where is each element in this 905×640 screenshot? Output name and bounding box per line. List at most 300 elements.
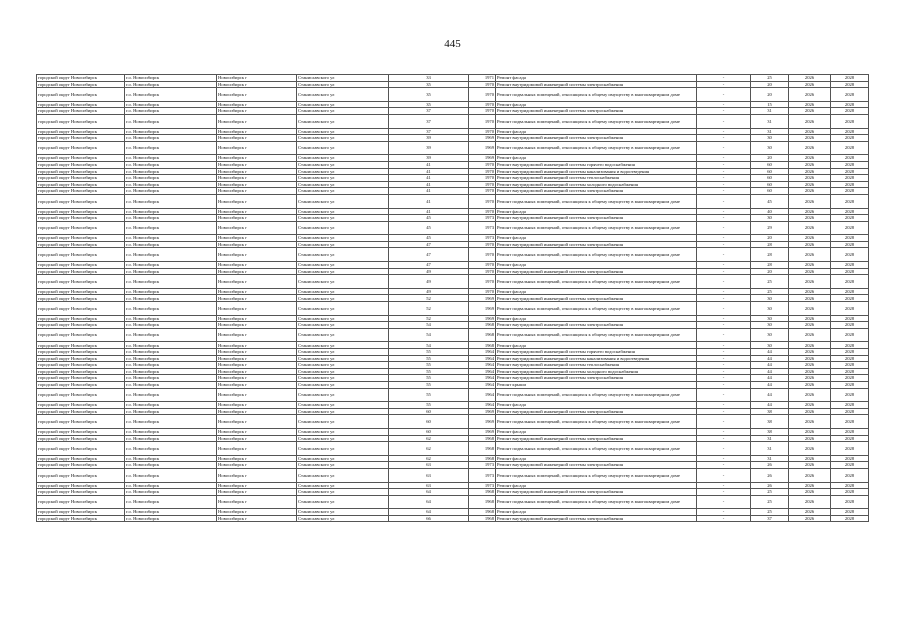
okrug-cell: городской округ Новосибирск bbox=[37, 368, 125, 375]
city-cell: Новосибирск г bbox=[217, 235, 297, 242]
start-year-cell: 2026 bbox=[789, 101, 831, 108]
build-year-cell: 1968 bbox=[469, 489, 496, 496]
build-year-cell: 1964 bbox=[469, 375, 496, 382]
start-year-cell: 2026 bbox=[789, 362, 831, 369]
amount-cell: 30 bbox=[751, 135, 789, 142]
street-cell: Станиславского ул bbox=[297, 288, 389, 295]
house-number-cell: 39 bbox=[389, 141, 469, 155]
okrug-cell: городской округ Новосибирск bbox=[37, 208, 125, 215]
city-cell: Новосибирск г bbox=[217, 455, 297, 462]
locality-cell: г.о. Новосибирск bbox=[125, 268, 217, 275]
work-type-cell: Ремонт внутридомовой инженерной системы электроснабжения bbox=[496, 435, 697, 442]
okrug-cell: городской округ Новосибирск bbox=[37, 295, 125, 302]
work-type-cell: Ремонт подвальных помещений, относящихся к общему имуществу в многоквартирном доме bbox=[496, 194, 697, 208]
amount-cell: 31 bbox=[751, 114, 789, 128]
dash-cell: - bbox=[697, 495, 751, 509]
table-row bbox=[37, 462, 869, 469]
city-cell: Новосибирск г bbox=[217, 75, 297, 82]
okrug-cell: городской округ Новосибирск bbox=[37, 221, 125, 235]
build-year-cell: 1970 bbox=[469, 128, 496, 135]
table-row bbox=[37, 381, 869, 388]
street-cell: Станиславского ул bbox=[297, 342, 389, 349]
end-year-cell: 2028 bbox=[831, 101, 869, 108]
house-number-cell: 60 bbox=[389, 415, 469, 429]
locality-cell: г.о. Новосибирск bbox=[125, 415, 217, 429]
house-number-cell: 62 bbox=[389, 455, 469, 462]
dash-cell: - bbox=[697, 155, 751, 162]
end-year-cell: 2028 bbox=[831, 248, 869, 262]
end-year-cell: 2028 bbox=[831, 515, 869, 522]
table-row bbox=[37, 468, 869, 482]
work-type-cell: Ремонт фасада bbox=[496, 315, 697, 322]
house-number-cell: 47 bbox=[389, 262, 469, 269]
end-year-cell: 2028 bbox=[831, 88, 869, 102]
table-row bbox=[37, 349, 869, 356]
work-type-cell: Ремонт крыши bbox=[496, 381, 697, 388]
end-year-cell: 2028 bbox=[831, 442, 869, 456]
start-year-cell: 2026 bbox=[789, 268, 831, 275]
table-row bbox=[37, 194, 869, 208]
work-type-cell: Ремонт фасада bbox=[496, 128, 697, 135]
build-year-cell: 1971 bbox=[469, 75, 496, 82]
locality-cell: г.о. Новосибирск bbox=[125, 128, 217, 135]
amount-cell: 44 bbox=[751, 375, 789, 382]
locality-cell: г.о. Новосибирск bbox=[125, 402, 217, 409]
start-year-cell: 2026 bbox=[789, 135, 831, 142]
house-number-cell: 37 bbox=[389, 128, 469, 135]
okrug-cell: городской округ Новосибирск bbox=[37, 468, 125, 482]
build-year-cell: 1969 bbox=[469, 315, 496, 322]
city-cell: Новосибирск г bbox=[217, 81, 297, 88]
table-row bbox=[37, 482, 869, 489]
city-cell: Новосибирск г bbox=[217, 415, 297, 429]
end-year-cell: 2028 bbox=[831, 462, 869, 469]
locality-cell: г.о. Новосибирск bbox=[125, 114, 217, 128]
amount-cell: 25 bbox=[751, 509, 789, 516]
locality-cell: г.о. Новосибирск bbox=[125, 362, 217, 369]
table-row bbox=[37, 328, 869, 342]
work-type-cell: Ремонт фасада bbox=[496, 101, 697, 108]
house-number-cell: 45 bbox=[389, 235, 469, 242]
end-year-cell: 2028 bbox=[831, 315, 869, 322]
end-year-cell: 2028 bbox=[831, 114, 869, 128]
work-type-cell: Ремонт подвальных помещений, относящихся к общему имуществу в многоквартирном доме bbox=[496, 141, 697, 155]
dash-cell: - bbox=[697, 295, 751, 302]
table-row bbox=[37, 495, 869, 509]
okrug-cell: городской округ Новосибирск bbox=[37, 402, 125, 409]
locality-cell: г.о. Новосибирск bbox=[125, 75, 217, 82]
house-number-cell: 41 bbox=[389, 188, 469, 195]
end-year-cell: 2028 bbox=[831, 342, 869, 349]
okrug-cell: городской округ Новосибирск bbox=[37, 408, 125, 415]
house-number-cell: 41 bbox=[389, 168, 469, 175]
end-year-cell: 2028 bbox=[831, 161, 869, 168]
street-cell: Станиславского ул bbox=[297, 235, 389, 242]
amount-cell: 44 bbox=[751, 381, 789, 388]
dash-cell: - bbox=[697, 161, 751, 168]
locality-cell: г.о. Новосибирск bbox=[125, 482, 217, 489]
street-cell: Станиславского ул bbox=[297, 455, 389, 462]
amount-cell: 44 bbox=[751, 355, 789, 362]
table-row bbox=[37, 175, 869, 182]
locality-cell: г.о. Новосибирск bbox=[125, 388, 217, 402]
build-year-cell: 1970 bbox=[469, 88, 496, 102]
build-year-cell: 1969 bbox=[469, 135, 496, 142]
street-cell: Станиславского ул bbox=[297, 241, 389, 248]
okrug-cell: городской округ Новосибирск bbox=[37, 194, 125, 208]
street-cell: Станиславского ул bbox=[297, 482, 389, 489]
city-cell: Новосибирск г bbox=[217, 462, 297, 469]
amount-cell: 28 bbox=[751, 262, 789, 269]
work-type-cell: Ремонт подвальных помещений, относящихся к общему имуществу в многоквартирном доме bbox=[496, 248, 697, 262]
street-cell: Станиславского ул bbox=[297, 268, 389, 275]
amount-cell: 37 bbox=[751, 515, 789, 522]
start-year-cell: 2026 bbox=[789, 462, 831, 469]
city-cell: Новосибирск г bbox=[217, 221, 297, 235]
okrug-cell: городской округ Новосибирск bbox=[37, 275, 125, 289]
amount-cell: 26 bbox=[751, 482, 789, 489]
city-cell: Новосибирск г bbox=[217, 368, 297, 375]
house-number-cell: 35 bbox=[389, 88, 469, 102]
city-cell: Новосибирск г bbox=[217, 241, 297, 248]
dash-cell: - bbox=[697, 181, 751, 188]
dash-cell: - bbox=[697, 468, 751, 482]
locality-cell: г.о. Новосибирск bbox=[125, 302, 217, 316]
city-cell: Новосибирск г bbox=[217, 248, 297, 262]
street-cell: Станиславского ул bbox=[297, 462, 389, 469]
end-year-cell: 2028 bbox=[831, 375, 869, 382]
table-row bbox=[37, 235, 869, 242]
work-type-cell: Ремонт фасада bbox=[496, 482, 697, 489]
table-row bbox=[37, 435, 869, 442]
okrug-cell: городской округ Новосибирск bbox=[37, 495, 125, 509]
dash-cell: - bbox=[697, 315, 751, 322]
amount-cell: 28 bbox=[751, 241, 789, 248]
dash-cell: - bbox=[697, 135, 751, 142]
house-number-cell: 55 bbox=[389, 402, 469, 409]
dash-cell: - bbox=[697, 402, 751, 409]
end-year-cell: 2028 bbox=[831, 402, 869, 409]
build-year-cell: 1970 bbox=[469, 268, 496, 275]
house-number-cell: 47 bbox=[389, 241, 469, 248]
locality-cell: г.о. Новосибирск bbox=[125, 509, 217, 516]
street-cell: Станиславского ул bbox=[297, 275, 389, 289]
dash-cell: - bbox=[697, 268, 751, 275]
okrug-cell: городской округ Новосибирск bbox=[37, 515, 125, 522]
okrug-cell: городской округ Новосибирск bbox=[37, 388, 125, 402]
house-number-cell: 55 bbox=[389, 349, 469, 356]
start-year-cell: 2026 bbox=[789, 262, 831, 269]
house-number-cell: 52 bbox=[389, 302, 469, 316]
end-year-cell: 2028 bbox=[831, 428, 869, 435]
city-cell: Новосибирск г bbox=[217, 101, 297, 108]
table-row bbox=[37, 322, 869, 329]
locality-cell: г.о. Новосибирск bbox=[125, 435, 217, 442]
amount-cell: 38 bbox=[751, 415, 789, 429]
house-number-cell: 45 bbox=[389, 215, 469, 222]
house-number-cell: 39 bbox=[389, 135, 469, 142]
city-cell: Новосибирск г bbox=[217, 194, 297, 208]
locality-cell: г.о. Новосибирск bbox=[125, 175, 217, 182]
build-year-cell: 1969 bbox=[469, 408, 496, 415]
house-number-cell: 35 bbox=[389, 81, 469, 88]
start-year-cell: 2026 bbox=[789, 88, 831, 102]
house-number-cell: 62 bbox=[389, 442, 469, 456]
start-year-cell: 2026 bbox=[789, 81, 831, 88]
end-year-cell: 2028 bbox=[831, 268, 869, 275]
build-year-cell: 1969 bbox=[469, 415, 496, 429]
table-row bbox=[37, 388, 869, 402]
amount-cell: 29 bbox=[751, 221, 789, 235]
work-type-cell: Ремонт фасада bbox=[496, 208, 697, 215]
city-cell: Новосибирск г bbox=[217, 322, 297, 329]
work-type-cell: Ремонт фасада bbox=[496, 75, 697, 82]
table-row bbox=[37, 88, 869, 102]
build-year-cell: 1964 bbox=[469, 381, 496, 388]
okrug-cell: городской округ Новосибирск bbox=[37, 288, 125, 295]
build-year-cell: 1970 bbox=[469, 81, 496, 88]
end-year-cell: 2028 bbox=[831, 75, 869, 82]
start-year-cell: 2026 bbox=[789, 328, 831, 342]
amount-cell: 31 bbox=[751, 108, 789, 115]
start-year-cell: 2026 bbox=[789, 241, 831, 248]
street-cell: Станиславского ул bbox=[297, 468, 389, 482]
work-type-cell: Ремонт фасада bbox=[496, 155, 697, 162]
amount-cell: 38 bbox=[751, 428, 789, 435]
street-cell: Станиславского ул bbox=[297, 155, 389, 162]
end-year-cell: 2028 bbox=[831, 415, 869, 429]
house-number-cell: 41 bbox=[389, 181, 469, 188]
start-year-cell: 2026 bbox=[789, 128, 831, 135]
table-row bbox=[37, 81, 869, 88]
street-cell: Станиславского ул bbox=[297, 362, 389, 369]
city-cell: Новосибирск г bbox=[217, 141, 297, 155]
amount-cell: 25 bbox=[751, 288, 789, 295]
amount-cell: 28 bbox=[751, 248, 789, 262]
amount-cell: 31 bbox=[751, 442, 789, 456]
table-row bbox=[37, 375, 869, 382]
locality-cell: г.о. Новосибирск bbox=[125, 141, 217, 155]
build-year-cell: 1970 bbox=[469, 181, 496, 188]
house-number-cell: 37 bbox=[389, 108, 469, 115]
city-cell: Новосибирск г bbox=[217, 495, 297, 509]
okrug-cell: городской округ Новосибирск bbox=[37, 375, 125, 382]
dash-cell: - bbox=[697, 388, 751, 402]
build-year-cell: 1970 bbox=[469, 288, 496, 295]
start-year-cell: 2026 bbox=[789, 275, 831, 289]
street-cell: Станиславского ул bbox=[297, 428, 389, 435]
city-cell: Новосибирск г bbox=[217, 275, 297, 289]
end-year-cell: 2028 bbox=[831, 509, 869, 516]
end-year-cell: 2028 bbox=[831, 435, 869, 442]
dash-cell: - bbox=[697, 168, 751, 175]
dash-cell: - bbox=[697, 188, 751, 195]
build-year-cell: 1970 bbox=[469, 275, 496, 289]
dash-cell: - bbox=[697, 368, 751, 375]
start-year-cell: 2026 bbox=[789, 194, 831, 208]
locality-cell: г.о. Новосибирск bbox=[125, 188, 217, 195]
end-year-cell: 2028 bbox=[831, 349, 869, 356]
start-year-cell: 2026 bbox=[789, 155, 831, 162]
locality-cell: г.о. Новосибирск bbox=[125, 101, 217, 108]
table-row bbox=[37, 515, 869, 522]
city-cell: Новосибирск г bbox=[217, 435, 297, 442]
dash-cell: - bbox=[697, 482, 751, 489]
start-year-cell: 2026 bbox=[789, 435, 831, 442]
city-cell: Новосибирск г bbox=[217, 302, 297, 316]
build-year-cell: 1968 bbox=[469, 328, 496, 342]
start-year-cell: 2026 bbox=[789, 288, 831, 295]
build-year-cell: 1969 bbox=[469, 155, 496, 162]
work-type-cell: Ремонт подвальных помещений, относящихся к общему имуществу в многоквартирном доме bbox=[496, 442, 697, 456]
start-year-cell: 2026 bbox=[789, 415, 831, 429]
table-row bbox=[37, 342, 869, 349]
start-year-cell: 2026 bbox=[789, 342, 831, 349]
build-year-cell: 1968 bbox=[469, 455, 496, 462]
okrug-cell: городской округ Новосибирск bbox=[37, 168, 125, 175]
street-cell: Станиславского ул bbox=[297, 408, 389, 415]
dash-cell: - bbox=[697, 114, 751, 128]
end-year-cell: 2028 bbox=[831, 208, 869, 215]
okrug-cell: городской округ Новосибирск bbox=[37, 101, 125, 108]
okrug-cell: городской округ Новосибирск bbox=[37, 322, 125, 329]
table-row bbox=[37, 355, 869, 362]
house-number-cell: 63 bbox=[389, 462, 469, 469]
locality-cell: г.о. Новосибирск bbox=[125, 108, 217, 115]
work-type-cell: Ремонт подвальных помещений, относящихся к общему имуществу в многоквартирном доме bbox=[496, 88, 697, 102]
build-year-cell: 1964 bbox=[469, 388, 496, 402]
end-year-cell: 2028 bbox=[831, 215, 869, 222]
table-row bbox=[37, 135, 869, 142]
street-cell: Станиславского ул bbox=[297, 188, 389, 195]
table-row bbox=[37, 248, 869, 262]
amount-cell: 30 bbox=[751, 342, 789, 349]
street-cell: Станиславского ул bbox=[297, 194, 389, 208]
table-row bbox=[37, 275, 869, 289]
work-type-cell: Ремонт внутридомовой инженерной системы электроснабжения bbox=[496, 135, 697, 142]
work-type-cell: Ремонт подвальных помещений, относящихся к общему имуществу в многоквартирном доме bbox=[496, 302, 697, 316]
locality-cell: г.о. Новосибирск bbox=[125, 288, 217, 295]
work-type-cell: Ремонт фасада bbox=[496, 402, 697, 409]
end-year-cell: 2028 bbox=[831, 381, 869, 388]
amount-cell: 30 bbox=[751, 322, 789, 329]
build-year-cell: 1970 bbox=[469, 108, 496, 115]
start-year-cell: 2026 bbox=[789, 468, 831, 482]
house-number-cell: 39 bbox=[389, 155, 469, 162]
house-number-cell: 55 bbox=[389, 368, 469, 375]
amount-cell: 25 bbox=[751, 489, 789, 496]
table-row bbox=[37, 155, 869, 162]
street-cell: Станиславского ул bbox=[297, 215, 389, 222]
build-year-cell: 1970 bbox=[469, 168, 496, 175]
house-number-cell: 41 bbox=[389, 161, 469, 168]
work-type-cell: Ремонт фасада bbox=[496, 509, 697, 516]
street-cell: Станиславского ул bbox=[297, 368, 389, 375]
work-type-cell: Ремонт внутридомовой инженерной системы электроснабжения bbox=[496, 322, 697, 329]
okrug-cell: городской округ Новосибирск bbox=[37, 141, 125, 155]
street-cell: Станиславского ул bbox=[297, 328, 389, 342]
city-cell: Новосибирск г bbox=[217, 362, 297, 369]
end-year-cell: 2028 bbox=[831, 489, 869, 496]
locality-cell: г.о. Новосибирск bbox=[125, 181, 217, 188]
house-number-cell: 55 bbox=[389, 381, 469, 388]
city-cell: Новосибирск г bbox=[217, 128, 297, 135]
city-cell: Новосибирск г bbox=[217, 161, 297, 168]
start-year-cell: 2026 bbox=[789, 75, 831, 82]
work-type-cell: Ремонт фасада bbox=[496, 455, 697, 462]
end-year-cell: 2028 bbox=[831, 175, 869, 182]
start-year-cell: 2026 bbox=[789, 295, 831, 302]
work-type-cell: Ремонт внутридомовой инженерной системы электроснабжения bbox=[496, 515, 697, 522]
city-cell: Новосибирск г bbox=[217, 468, 297, 482]
okrug-cell: городской округ Новосибирск bbox=[37, 428, 125, 435]
table-row bbox=[37, 315, 869, 322]
dash-cell: - bbox=[697, 328, 751, 342]
build-year-cell: 1968 bbox=[469, 435, 496, 442]
end-year-cell: 2028 bbox=[831, 288, 869, 295]
end-year-cell: 2028 bbox=[831, 108, 869, 115]
street-cell: Станиславского ул bbox=[297, 495, 389, 509]
build-year-cell: 1968 bbox=[469, 322, 496, 329]
city-cell: Новосибирск г bbox=[217, 515, 297, 522]
work-type-cell: Ремонт подвальных помещений, относящихся к общему имуществу в многоквартирном доме bbox=[496, 415, 697, 429]
city-cell: Новосибирск г bbox=[217, 175, 297, 182]
locality-cell: г.о. Новосибирск bbox=[125, 248, 217, 262]
start-year-cell: 2026 bbox=[789, 428, 831, 435]
end-year-cell: 2028 bbox=[831, 322, 869, 329]
house-number-cell: 62 bbox=[389, 435, 469, 442]
amount-cell: 20 bbox=[751, 235, 789, 242]
amount-cell: 30 bbox=[751, 302, 789, 316]
city-cell: Новосибирск г bbox=[217, 108, 297, 115]
okrug-cell: городской округ Новосибирск bbox=[37, 75, 125, 82]
dash-cell: - bbox=[697, 302, 751, 316]
build-year-cell: 1973 bbox=[469, 482, 496, 489]
start-year-cell: 2026 bbox=[789, 215, 831, 222]
house-number-cell: 33 bbox=[389, 75, 469, 82]
locality-cell: г.о. Новосибирск bbox=[125, 442, 217, 456]
dash-cell: - bbox=[697, 455, 751, 462]
start-year-cell: 2026 bbox=[789, 489, 831, 496]
build-year-cell: 1969 bbox=[469, 302, 496, 316]
amount-cell: 60 bbox=[751, 175, 789, 182]
house-number-cell: 64 bbox=[389, 489, 469, 496]
street-cell: Станиславского ул bbox=[297, 402, 389, 409]
build-year-cell: 1973 bbox=[469, 462, 496, 469]
table-row bbox=[37, 221, 869, 235]
work-type-cell: Ремонт внутридомовой инженерной системы горячего водоснабжения bbox=[496, 161, 697, 168]
work-type-cell: Ремонт внутридомовой инженерной системы горячего водоснабжения bbox=[496, 349, 697, 356]
work-type-cell: Ремонт внутридомовой инженерной системы электроснабжения bbox=[496, 375, 697, 382]
city-cell: Новосибирск г bbox=[217, 509, 297, 516]
locality-cell: г.о. Новосибирск bbox=[125, 161, 217, 168]
start-year-cell: 2026 bbox=[789, 442, 831, 456]
dash-cell: - bbox=[697, 101, 751, 108]
table-row bbox=[37, 408, 869, 415]
table-row bbox=[37, 108, 869, 115]
end-year-cell: 2028 bbox=[831, 181, 869, 188]
amount-cell: 25 bbox=[751, 75, 789, 82]
work-schedule-table bbox=[36, 74, 869, 522]
street-cell: Станиславского ул bbox=[297, 141, 389, 155]
city-cell: Новосибирск г bbox=[217, 402, 297, 409]
dash-cell: - bbox=[697, 342, 751, 349]
street-cell: Станиславского ул bbox=[297, 489, 389, 496]
build-year-cell: 1969 bbox=[469, 141, 496, 155]
work-type-cell: Ремонт подвальных помещений, относящихся к общему имуществу в многоквартирном доме bbox=[496, 495, 697, 509]
dash-cell: - bbox=[697, 408, 751, 415]
work-type-cell: Ремонт внутридомовой инженерной системы электроснабжения bbox=[496, 268, 697, 275]
